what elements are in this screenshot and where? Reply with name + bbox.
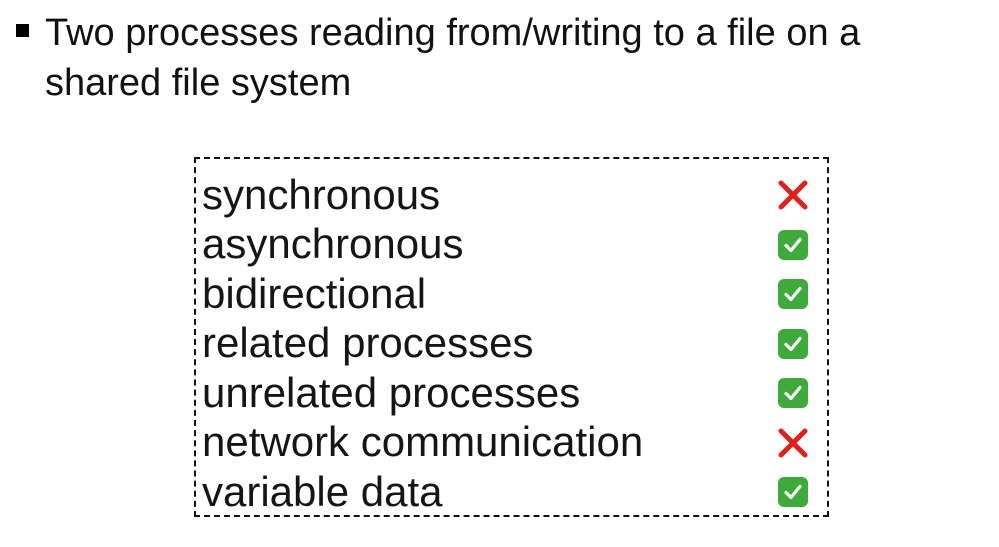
- property-row: [202, 269, 822, 319]
- property-row: [202, 467, 822, 517]
- properties-box: [194, 157, 829, 517]
- property-label: synchronous: [202, 170, 441, 218]
- property-label: asynchronous: [202, 220, 464, 268]
- property-row: [202, 170, 822, 220]
- property-label: unrelated processes: [202, 368, 581, 416]
- square-bullet-icon: [16, 24, 29, 37]
- property-row: [202, 368, 822, 418]
- check-mark-icon: [776, 327, 810, 361]
- property-label: bidirectional: [202, 269, 427, 317]
- cross-mark-icon: [776, 178, 810, 212]
- check-mark-icon: [776, 376, 810, 410]
- property-label: network communication: [202, 418, 644, 466]
- property-row: [202, 418, 822, 468]
- check-mark-icon: [776, 277, 810, 311]
- properties-list: [202, 170, 822, 517]
- property-row: [202, 220, 822, 270]
- check-mark-icon: [776, 228, 810, 262]
- property-label: variable data: [202, 467, 443, 515]
- property-label: related processes: [202, 319, 534, 367]
- check-mark-icon: [776, 475, 810, 509]
- bullet-text: Two processes reading from/writing to a file on a shared file system: [45, 12, 861, 104]
- cross-mark-icon: [776, 426, 810, 460]
- property-row: [202, 319, 822, 369]
